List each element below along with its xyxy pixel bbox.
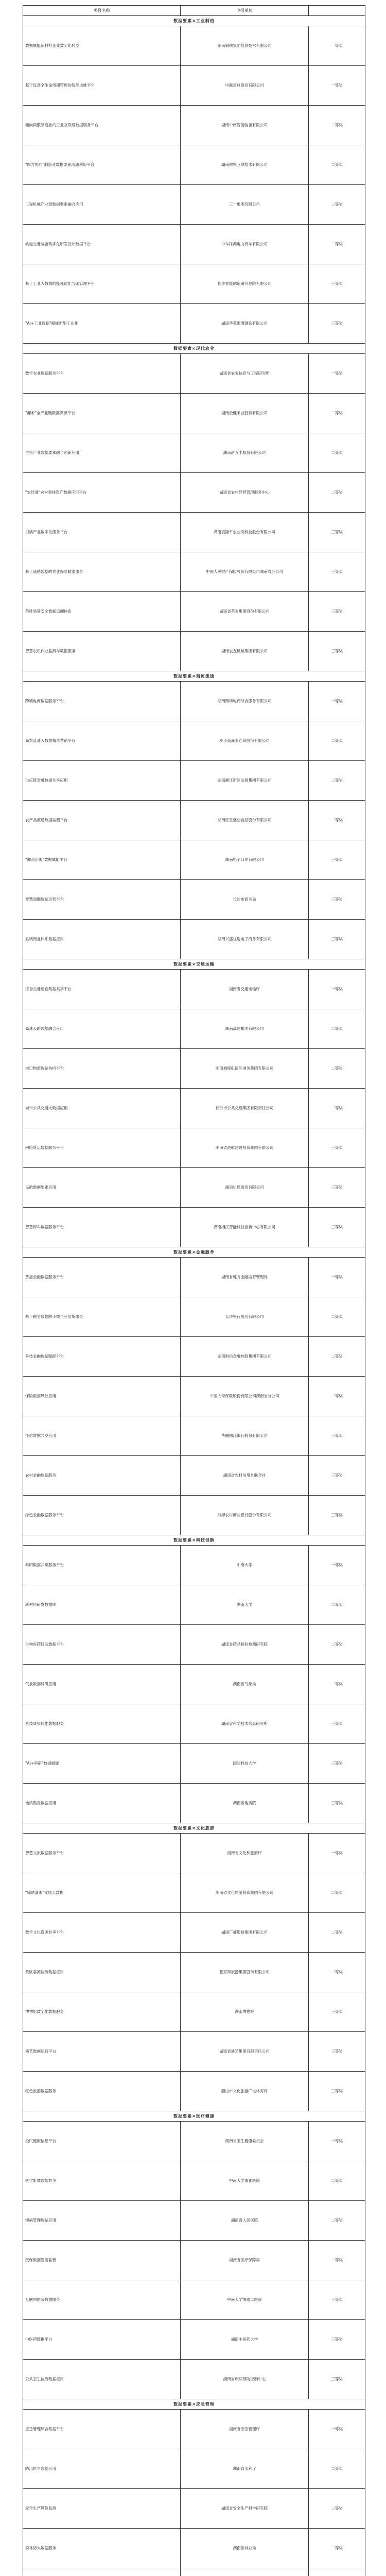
applicant-unit-cell: 湖南湘江新区发展集团有限公司 bbox=[181, 761, 309, 800]
applicant-unit-cell: 湖南省交通运输厅 bbox=[181, 970, 309, 1009]
project-name-cell: 农村金融数据服务 bbox=[23, 1456, 181, 1495]
award-cell: 一等奖 bbox=[309, 26, 365, 65]
project-name-cell: 新材料研发数据库 bbox=[23, 1585, 181, 1624]
table-row bbox=[23, 970, 365, 1009]
project-name-cell: 智慧文旅数据服务平台 bbox=[23, 1834, 181, 1873]
table-row bbox=[23, 1625, 365, 1665]
project-name-cell: 县域商业体系数据应用 bbox=[23, 920, 181, 959]
applicant-unit-cell: 湖南高速集团有限公司 bbox=[181, 1009, 309, 1048]
table-row bbox=[23, 1297, 365, 1337]
applicant-unit-cell: 湖南华菱湘潭钢铁有限公司 bbox=[181, 304, 309, 343]
category-row bbox=[23, 1247, 365, 1258]
project-name-cell: 全民健康信息平台 bbox=[23, 2122, 181, 2161]
project-name-cell: 森林防火数据服务 bbox=[23, 2529, 181, 2568]
table-row bbox=[23, 2360, 365, 2399]
table-row bbox=[23, 1416, 365, 1456]
category-row bbox=[23, 671, 365, 682]
project-name-cell: 智慧农机作业监测与数据服务 bbox=[23, 632, 181, 671]
table-row bbox=[23, 225, 365, 264]
award-cell: 二等奖 bbox=[309, 2161, 365, 2200]
table-row bbox=[23, 1009, 365, 1049]
category-row bbox=[23, 1823, 365, 1834]
category-title: 数据要素×医疗健康 bbox=[23, 2111, 365, 2121]
table-row bbox=[23, 106, 365, 145]
applicant-unit-cell: 国防科技大学 bbox=[181, 1744, 309, 1783]
project-name-cell: 基于工业大数据的能耗优化与碳管理平台 bbox=[23, 264, 181, 303]
table-row bbox=[23, 1456, 365, 1496]
project-name-cell: 港口物流数据协同平台 bbox=[23, 1049, 181, 1088]
award-cell: 三等奖 bbox=[309, 1744, 365, 1783]
table-header bbox=[23, 6, 365, 16]
table-row bbox=[23, 840, 365, 880]
award-cell: 三等奖 bbox=[309, 304, 365, 343]
table-row bbox=[23, 1089, 365, 1128]
applicant-unit-cell: 中南大学湘雅医院 bbox=[181, 2161, 309, 2200]
project-name-cell: 演艺数据运营平台 bbox=[23, 2032, 181, 2071]
table-row bbox=[23, 682, 365, 721]
award-cell: 一等奖 bbox=[309, 66, 365, 105]
table-row bbox=[23, 2032, 365, 2072]
award-cell: 一等奖 bbox=[309, 970, 365, 1009]
applicant-unit-cell: 湖南省卫生健康委员会 bbox=[181, 2122, 309, 2161]
award-cell: 二等奖 bbox=[309, 185, 365, 224]
project-name-cell: 中医药数据平台 bbox=[23, 2320, 181, 2359]
table-row bbox=[23, 1496, 365, 1535]
category-title: 数据要素×工业制造 bbox=[23, 16, 365, 26]
project-name-cell: 科研数据共享服务平台 bbox=[23, 1546, 181, 1585]
award-cell: 二等奖 bbox=[309, 106, 365, 145]
award-cell: 二等奖 bbox=[309, 2489, 365, 2528]
table-row bbox=[23, 1377, 365, 1416]
project-name-cell: 生物医药研发数据平台 bbox=[23, 1625, 181, 1664]
project-name-cell: 基于遥感数据的农业保险精准服务 bbox=[23, 552, 181, 591]
project-name-cell: 供应链金融数据共享应用 bbox=[23, 761, 181, 800]
category-title: 数据要素×现代农业 bbox=[23, 344, 365, 353]
applicant-unit-cell: 湖南省应急管理厅 bbox=[181, 2410, 309, 2449]
applicant-unit-cell: 中南大学湘雅二医院 bbox=[181, 2280, 309, 2319]
award-cell: 二等奖 bbox=[309, 1625, 365, 1664]
award-cell: 三等奖 bbox=[309, 880, 365, 919]
applicant-unit-cell: 中南大学 bbox=[181, 1546, 309, 1585]
applicant-unit-cell: 湖南城陵矶国际港务集团有限公司 bbox=[181, 1049, 309, 1088]
applicant-unit-cell: 湖南省农业信息与工程研究所 bbox=[181, 354, 309, 393]
applicant-unit-cell: 湖南省药品检验检测研究院 bbox=[181, 1625, 309, 1664]
award-cell: 三等奖 bbox=[309, 592, 365, 631]
project-name-cell: 基于税务数据的小微企业信贷服务 bbox=[23, 1297, 181, 1336]
project-name-cell: "湘米"全产业链数据溯源平台 bbox=[23, 394, 181, 433]
table-row bbox=[23, 473, 365, 513]
header-award bbox=[309, 6, 365, 15]
applicant-unit-cell: 中国人民财产保险股份有限公司湖南省分公司 bbox=[181, 552, 309, 591]
applicant-unit-cell: 湖南省人民医院 bbox=[181, 2201, 309, 2240]
project-name-cell: 基于设备全生命周期管理的智能运维平台 bbox=[23, 66, 181, 105]
table-row bbox=[23, 2489, 365, 2529]
award-cell: 二等奖 bbox=[309, 473, 365, 512]
award-cell: 三等奖 bbox=[309, 2280, 365, 2319]
project-name-cell: 数字农业数据服务平台 bbox=[23, 354, 181, 393]
project-name-cell: 综合交通运输数据共享平台 bbox=[23, 970, 181, 1009]
project-name-cell: 数据赋能新材料企业数字化转型 bbox=[23, 26, 181, 65]
applicant-unit-cell: 湖南省农村经营管理服务中心 bbox=[181, 473, 309, 512]
award-cell: 一等奖 bbox=[309, 1546, 365, 1585]
category-row bbox=[23, 2399, 365, 2410]
applicant-unit-cell: 湖南省演艺集团有限责任公司 bbox=[181, 2032, 309, 2071]
project-name-cell: "AI+工业数据"赋能新型工业化 bbox=[23, 304, 181, 343]
applicant-unit-cell: 湖南省医疗保障局 bbox=[181, 2241, 309, 2280]
project-name-cell: 高速公路数据融合应用 bbox=[23, 1009, 181, 1048]
table-row bbox=[23, 2320, 365, 2360]
award-cell: 三等奖 bbox=[309, 2032, 365, 2071]
project-name-cell: 民航数据要素应用 bbox=[23, 1168, 181, 1207]
project-name-cell: 智慧商圈数据运营平台 bbox=[23, 880, 181, 919]
applicant-unit-cell: 湖南钢铁集团信息技术有限公司 bbox=[181, 26, 309, 65]
table-row bbox=[23, 1784, 365, 1823]
applicant-unit-cell: 长沙市公共交通集团有限责任公司 bbox=[181, 1089, 309, 1128]
award-cell: 二等奖 bbox=[309, 1337, 365, 1376]
applicant-unit-cell: 三一集团有限公司 bbox=[181, 185, 309, 224]
applicant-unit-cell: 湖南大学 bbox=[181, 1585, 309, 1624]
award-cell: 三等奖 bbox=[309, 1704, 365, 1743]
category-row bbox=[23, 959, 365, 970]
award-cell: 三等奖 bbox=[309, 1496, 365, 1535]
award-cell bbox=[309, 2568, 365, 2576]
applicant-unit-cell: 湖南财信金融控股集团有限公司 bbox=[181, 1337, 309, 1376]
award-cell: 二等奖 bbox=[309, 1009, 365, 1048]
applicant-unit-cell: 湖南省科学技术信息研究所 bbox=[181, 1704, 309, 1743]
award-cell: 二等奖 bbox=[309, 1585, 365, 1624]
table-row bbox=[23, 761, 365, 801]
project-name-cell: 科技金融数据赋能平台 bbox=[23, 1337, 181, 1376]
table-row bbox=[23, 920, 365, 959]
project-name-cell: 农产品流通数据监测平台 bbox=[23, 801, 181, 840]
category-title: 数据要素×商贸流通 bbox=[23, 671, 365, 681]
table-row bbox=[23, 1168, 365, 1208]
table-row bbox=[23, 1208, 365, 1247]
applicant-unit-cell: 湖南省文化和旅游厅 bbox=[181, 1834, 309, 1873]
project-name-cell: 普惠金融数据服务平台 bbox=[23, 1258, 181, 1297]
award-cell: 三等奖 bbox=[309, 1168, 365, 1207]
table-row bbox=[23, 2568, 365, 2576]
award-cell: 二等奖 bbox=[309, 433, 365, 472]
award-cell: 二等奖 bbox=[309, 2529, 365, 2568]
project-name-cell: "湘品出湘"数据赋能平台 bbox=[23, 840, 181, 879]
project-name-cell: 保险数据风控应用 bbox=[23, 1377, 181, 1416]
award-cell: 二等奖 bbox=[309, 145, 365, 184]
award-cell: 三等奖 bbox=[309, 2360, 365, 2399]
table-row bbox=[23, 2122, 365, 2161]
project-name-cell: 征信数据共享应用 bbox=[23, 1416, 181, 1455]
award-cell: 三等奖 bbox=[309, 920, 365, 959]
applicant-unit-cell: 湖南省文化旅游投资集团有限公司 bbox=[181, 1873, 309, 1912]
award-cell: 三等奖 bbox=[309, 1128, 365, 1167]
applicant-unit-cell: 湖南兴盛优选电子商务有限公司 bbox=[181, 920, 309, 959]
table-row bbox=[23, 1953, 365, 1992]
award-cell: 二等奖 bbox=[309, 394, 365, 433]
award-cell: 三等奖 bbox=[309, 632, 365, 671]
project-name-cell: 工程机械产业链数据要素融合应用 bbox=[23, 185, 181, 224]
award-cell: 三等奖 bbox=[309, 1784, 365, 1823]
applicant-unit-cell bbox=[181, 2568, 309, 2576]
category-row bbox=[23, 344, 365, 354]
table-row bbox=[23, 433, 365, 473]
project-name-cell: 气象数据科研应用 bbox=[23, 1665, 181, 1704]
award-cell: 一等奖 bbox=[309, 354, 365, 393]
project-name-cell: 数字文化资源共享平台 bbox=[23, 1913, 181, 1952]
project-name-cell: 商贸流通大数据精准营销平台 bbox=[23, 721, 181, 760]
applicant-unit-cell: 长沙市商务局 bbox=[181, 880, 309, 919]
table-row bbox=[23, 513, 365, 552]
project-name-cell: 慢病管理数据应用 bbox=[23, 2201, 181, 2240]
table-row bbox=[23, 1834, 365, 1873]
project-name-cell: 绿色金融数据服务平台 bbox=[23, 1496, 181, 1535]
table-row bbox=[23, 2241, 365, 2280]
project-name-cell: 柑橘产业数字化服务平台 bbox=[23, 513, 181, 552]
table-row bbox=[23, 1585, 365, 1625]
project-name-cell: 面向离散制造业的工业互联网数据服务平台 bbox=[23, 106, 181, 145]
header-project-name: 项目名称 bbox=[23, 6, 181, 15]
applicant-unit-cell: 中国人寿保险股份有限公司湖南省分公司 bbox=[181, 1377, 309, 1416]
table-row bbox=[23, 394, 365, 433]
project-name-cell: "农经通"农村集体资产数据应用平台 bbox=[23, 473, 181, 512]
category-row bbox=[23, 16, 365, 26]
table-row bbox=[23, 1128, 365, 1168]
table-row bbox=[23, 354, 365, 394]
applicant-unit-cell: 湖南省安全生产科学研究院 bbox=[181, 2489, 309, 2528]
table-row bbox=[23, 721, 365, 761]
applicant-unit-cell: 湖南中南智能装备有限公司 bbox=[181, 106, 309, 145]
applicant-unit-cell: 湖南中医药大学 bbox=[181, 2320, 309, 2359]
applicant-unit-cell: 湖南省港航建设投资集团有限公司 bbox=[181, 1128, 309, 1167]
header-applicant-unit: 申报单位 bbox=[181, 6, 309, 15]
project-name-cell: 安全生产风险监测 bbox=[23, 2489, 181, 2528]
project-name-cell: 轨道交通装备数字化研发设计数据平台 bbox=[23, 225, 181, 264]
table-row bbox=[23, 304, 365, 344]
table-row bbox=[23, 2161, 365, 2201]
applicant-unit-cell: 湖南博物院 bbox=[181, 1992, 309, 2031]
award-cell: 二等奖 bbox=[309, 1049, 365, 1088]
award-cell: 二等奖 bbox=[309, 1873, 365, 1912]
applicant-unit-cell: 湖南省农村信用社联合社 bbox=[181, 1456, 309, 1495]
applicant-unit-cell: 湖南新五丰股份有限公司 bbox=[181, 433, 309, 472]
category-row bbox=[23, 2111, 365, 2122]
award-cell: 三等奖 bbox=[309, 513, 365, 552]
award-cell: 三等奖 bbox=[309, 2320, 365, 2359]
award-cell: 二等奖 bbox=[309, 2201, 365, 2240]
award-cell: 二等奖 bbox=[309, 225, 365, 264]
table-row bbox=[23, 1873, 365, 1913]
table-row bbox=[23, 2280, 365, 2320]
table-row bbox=[23, 2449, 365, 2489]
category-title: 数据要素×应急管理 bbox=[23, 2399, 365, 2409]
category-title: 数据要素×文化旅游 bbox=[23, 1823, 365, 1833]
table-row bbox=[23, 1744, 365, 1784]
award-cell: 三等奖 bbox=[309, 552, 365, 591]
award-cell: 一等奖 bbox=[309, 2122, 365, 2161]
applicant-unit-cell: 湘潭农村商业银行股份有限公司 bbox=[181, 1496, 309, 1535]
table-row bbox=[23, 2201, 365, 2241]
applicant-unit-cell: 湖南省疾病预防控制中心 bbox=[181, 2360, 309, 2399]
table-row bbox=[23, 264, 365, 304]
applicant-unit-cell: 湖南树根互联技术有限公司 bbox=[181, 145, 309, 184]
award-cell: 三等奖 bbox=[309, 1456, 365, 1495]
table-row bbox=[23, 1258, 365, 1297]
project-name-cell: 互联网医院数据服务 bbox=[23, 2280, 181, 2319]
category-title: 数据要素×金融服务 bbox=[23, 1247, 365, 1257]
project-name-cell: 茶叶质量安全数据追溯体系 bbox=[23, 592, 181, 631]
project-name-cell: "锦绣潇湘"文旅大数据 bbox=[23, 1873, 181, 1912]
table-row bbox=[23, 632, 365, 671]
applicant-unit-cell: 长沙银行股份有限公司 bbox=[181, 1297, 309, 1336]
table-row bbox=[23, 2410, 365, 2449]
project-name-cell: 智慧停车数据服务平台 bbox=[23, 1208, 181, 1247]
table-row bbox=[23, 2529, 365, 2568]
awards-table bbox=[23, 5, 365, 2576]
award-cell: 二等奖 bbox=[309, 721, 365, 760]
applicant-unit-cell: 湖南省气象局 bbox=[181, 1665, 309, 1704]
category-title: 数据要素×交通运输 bbox=[23, 959, 365, 969]
applicant-unit-cell: 湖南农友机械集团有限公司 bbox=[181, 632, 309, 671]
applicant-unit-cell: 步步高商业连锁股份有限公司 bbox=[181, 721, 309, 760]
project-name-cell: 医保数据智能监管 bbox=[23, 2241, 181, 2280]
applicant-unit-cell: 湖南省水利厅 bbox=[181, 2449, 309, 2488]
applicant-unit-cell: 湖南袁隆平农业高科技股份有限公司 bbox=[181, 513, 309, 552]
project-name-cell: 公共卫生监测数据应用 bbox=[23, 2360, 181, 2399]
table-row bbox=[23, 2072, 365, 2111]
table-row bbox=[23, 552, 365, 592]
applicant-unit-cell: 湖南省茶业集团股份有限公司 bbox=[181, 592, 309, 631]
table-row bbox=[23, 1704, 365, 1744]
project-name-cell: 科技成果转化数据服务 bbox=[23, 1704, 181, 1743]
applicant-unit-cell: 湖南红星盛业食品股份有限公司 bbox=[181, 801, 309, 840]
table-row bbox=[23, 1546, 365, 1585]
project-name-cell: 网络货运数据服务平台 bbox=[23, 1128, 181, 1167]
table-row bbox=[23, 1337, 365, 1377]
award-cell: 三等奖 bbox=[309, 1992, 365, 2031]
project-name-cell: 景区客流监测数据应用 bbox=[23, 1953, 181, 1992]
award-cell: 三等奖 bbox=[309, 264, 365, 303]
project-name-cell bbox=[23, 2568, 181, 2576]
award-cell: 二等奖 bbox=[309, 761, 365, 800]
applicant-unit-cell: 湖南省林业局 bbox=[181, 2529, 309, 2568]
table-row bbox=[23, 1049, 365, 1089]
applicant-unit-cell: 张家界旅游集团股份有限公司 bbox=[181, 1953, 309, 1992]
table-row bbox=[23, 145, 365, 185]
project-name-cell: 博物馆数字化数据服务 bbox=[23, 1992, 181, 2031]
project-name-cell: 医学影像数据共享 bbox=[23, 2161, 181, 2200]
project-name-cell: 城市公共交通大数据应用 bbox=[23, 1089, 181, 1128]
project-name-cell: "AI+科研"数据赋能 bbox=[23, 1744, 181, 1783]
applicant-unit-cell: 中联重科股份有限公司 bbox=[181, 66, 309, 105]
table-row bbox=[23, 1913, 365, 1953]
award-cell: 二等奖 bbox=[309, 1297, 365, 1336]
table-row bbox=[23, 66, 365, 106]
project-name-cell: 地质勘查数据应用 bbox=[23, 1784, 181, 1823]
award-cell: 一等奖 bbox=[309, 1258, 365, 1297]
applicant-unit-cell: 湖南广播影视集团有限公司 bbox=[181, 1913, 309, 1952]
award-cell: 三等奖 bbox=[309, 2072, 365, 2111]
category-row bbox=[23, 1535, 365, 1546]
applicant-unit-cell: 长沙智能制造研究总院有限公司 bbox=[181, 264, 309, 303]
award-cell: 三等奖 bbox=[309, 840, 365, 879]
project-name-cell: 生猪产业数据要素融合创新应用 bbox=[23, 433, 181, 472]
applicant-unit-cell: 湖南跨境电商综合服务有限公司 bbox=[181, 682, 309, 721]
applicant-unit-cell: 湖南湘江智能科技创新中心有限公司 bbox=[181, 1208, 309, 1247]
award-cell: 二等奖 bbox=[309, 801, 365, 840]
award-cell: 一等奖 bbox=[309, 2410, 365, 2449]
applicant-unit-cell: 湖南电子口岸有限公司 bbox=[181, 840, 309, 879]
applicant-unit-cell: 湖南机场股份有限公司 bbox=[181, 1168, 309, 1207]
applicant-unit-cell: 华融湘江银行股份有限公司 bbox=[181, 1416, 309, 1455]
project-name-cell: "四方协同"制造业数据要素流通利用平台 bbox=[23, 145, 181, 184]
table-row bbox=[23, 185, 365, 225]
award-cell: 二等奖 bbox=[309, 1665, 365, 1704]
award-cell: 二等奖 bbox=[309, 2241, 365, 2280]
table-row bbox=[23, 1665, 365, 1704]
award-cell: 二等奖 bbox=[309, 1913, 365, 1952]
project-name-cell: 跨境电商数据服务平台 bbox=[23, 682, 181, 721]
award-cell: 三等奖 bbox=[309, 1208, 365, 1247]
project-name-cell: 应急管理综合数据平台 bbox=[23, 2410, 181, 2449]
award-cell: 二等奖 bbox=[309, 1953, 365, 1992]
award-cell: 二等奖 bbox=[309, 2449, 365, 2488]
applicant-unit-cell: 中车株洲电力机车有限公司 bbox=[181, 225, 309, 264]
award-cell: 三等奖 bbox=[309, 1416, 365, 1455]
award-cell: 一等奖 bbox=[309, 682, 365, 721]
table-row bbox=[23, 1992, 365, 2032]
applicant-unit-cell: 湖南省地方金融监督管理局 bbox=[181, 1258, 309, 1297]
applicant-unit-cell: 湖南省地质院 bbox=[181, 1784, 309, 1823]
project-name-cell: 防汛抗旱数据应用 bbox=[23, 2449, 181, 2488]
table-row bbox=[23, 880, 365, 920]
table-row bbox=[23, 592, 365, 632]
category-title: 数据要素×科技创新 bbox=[23, 1535, 365, 1545]
table-row bbox=[23, 26, 365, 66]
award-cell: 二等奖 bbox=[309, 1377, 365, 1416]
applicant-unit-cell: 韶山市文化旅游广电体育局 bbox=[181, 2072, 309, 2111]
table-row bbox=[23, 801, 365, 840]
award-cell: 一等奖 bbox=[309, 1834, 365, 1873]
applicant-unit-cell: 湖南金健米业股份有限公司 bbox=[181, 394, 309, 433]
project-name-cell: 红色旅游数据服务 bbox=[23, 2072, 181, 2111]
award-cell: 二等奖 bbox=[309, 1089, 365, 1128]
